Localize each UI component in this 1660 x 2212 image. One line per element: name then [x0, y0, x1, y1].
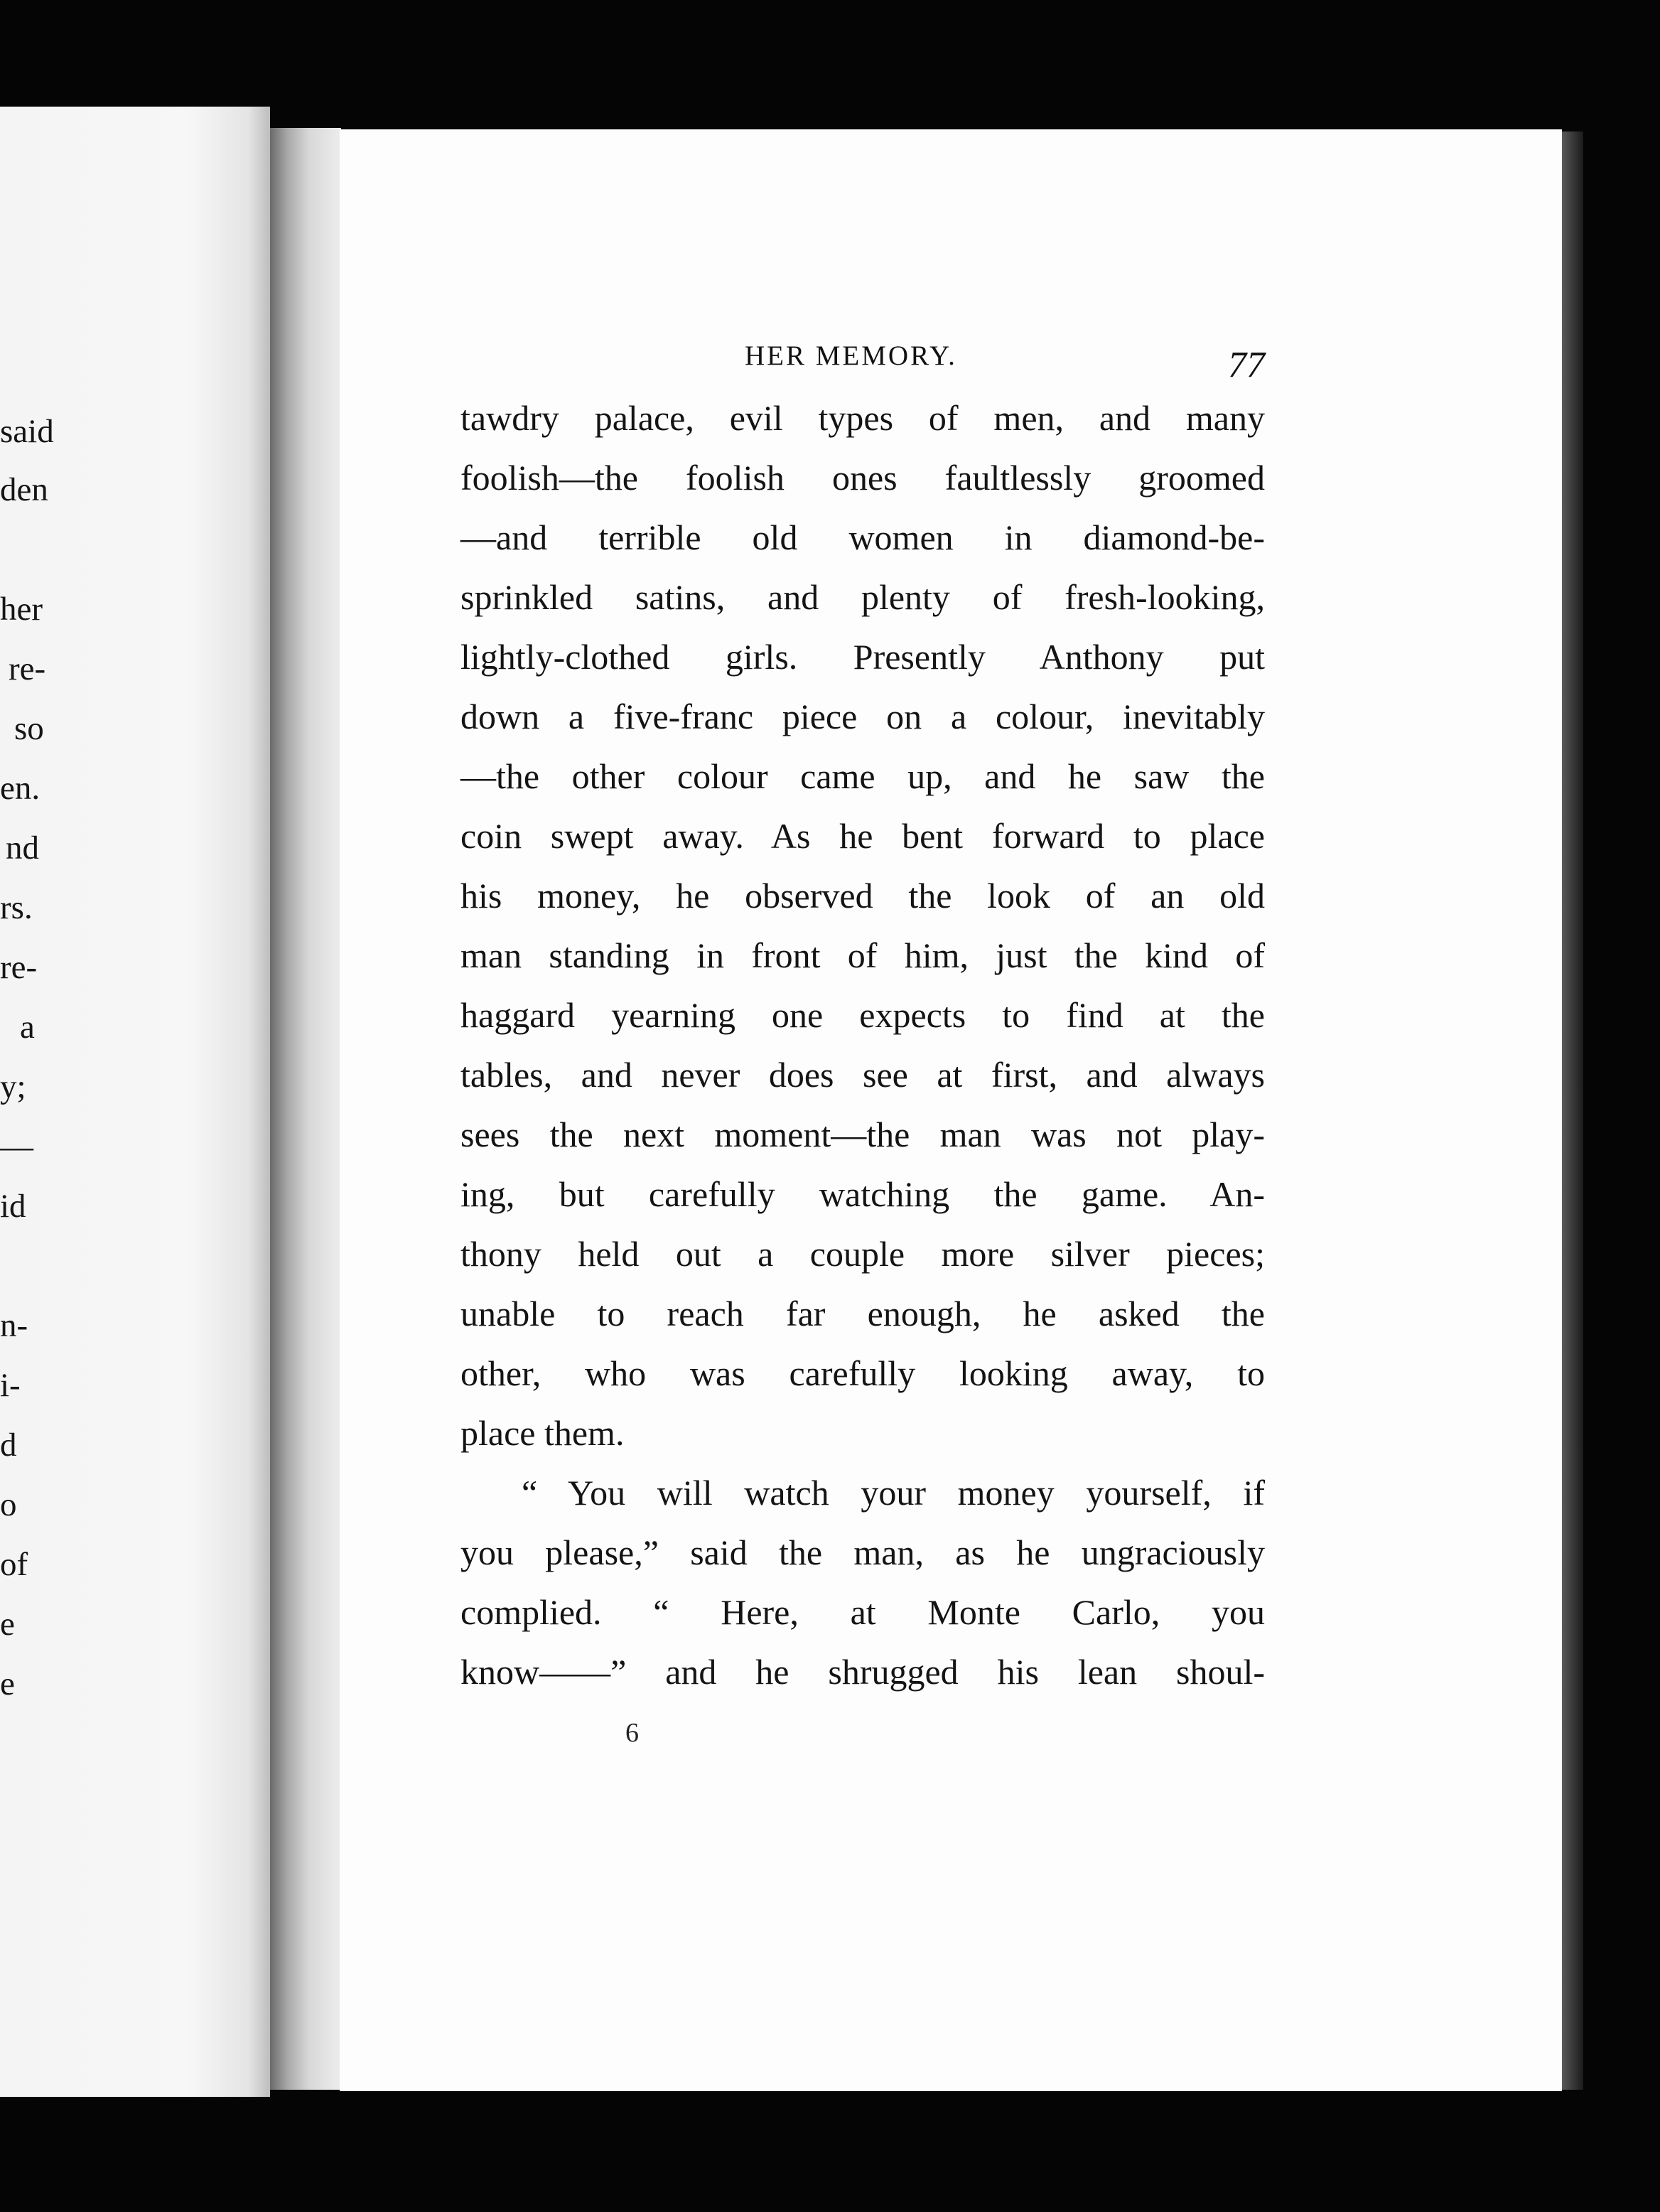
left-page-fragment: nd	[6, 830, 39, 866]
left-page-fragment: o	[0, 1486, 17, 1523]
left-page-fragment: a	[20, 1009, 35, 1046]
book-gutter-shadow	[270, 128, 341, 2090]
text-line: down a five-franc piece on a colour, inevitably	[460, 697, 1265, 736]
text-line: sprinkled satins, and plenty of fresh-looking,	[460, 577, 1265, 617]
page-text-block	[460, 333, 1265, 1702]
text-line: “ You will watch your money yourself, if	[522, 1473, 1265, 1513]
left-page-fragment: her	[0, 591, 43, 628]
left-page-fragment: e	[0, 1665, 15, 1702]
text-line: foolish—the foolish ones faultlessly groomed	[460, 458, 1265, 498]
left-page-fragment: e	[0, 1606, 15, 1643]
text-line: his money, he observed the look of an old	[460, 876, 1265, 916]
left-page-fragment: said	[0, 413, 54, 450]
left-page-edge	[0, 107, 270, 2097]
text-line: tawdry palace, evil types of men, and many	[460, 398, 1265, 438]
signature-mark: 6	[625, 1718, 639, 1748]
left-page-fragment: re-	[9, 650, 46, 687]
left-page-fragment: i-	[0, 1367, 21, 1404]
text-line: ing, but carefully watching the game. An-	[460, 1174, 1265, 1214]
left-page-fragment: en.	[0, 770, 41, 807]
left-page-fragment: den	[0, 471, 48, 508]
left-page-fragment: rs.	[0, 889, 33, 926]
paragraph	[460, 388, 1265, 1463]
text-line: haggard yearning one expects to find at the	[460, 995, 1265, 1035]
page-edge-shadow	[1562, 131, 1583, 2090]
running-header-title: HER MEMORY.	[745, 340, 957, 371]
left-page-fragment: so	[14, 710, 44, 747]
text-line: complied. “ Here, at Monte Carlo, you	[460, 1592, 1265, 1632]
text-line: coin swept away. As he bent forward to place	[460, 816, 1265, 856]
running-header	[460, 333, 1265, 388]
left-page-fragment: id	[0, 1188, 26, 1225]
text-line: tables, and never does see at first, and always	[460, 1055, 1265, 1095]
text-line: you please,” said the man, as he ungraciously	[460, 1532, 1265, 1572]
left-page-fragment: n-	[0, 1307, 28, 1344]
text-line: place them.	[460, 1413, 625, 1453]
left-page-fragment: of	[0, 1546, 28, 1583]
text-line: man standing in front of him, just the kind of	[460, 935, 1265, 975]
page-number: 77	[1228, 345, 1265, 385]
text-line: sees the next moment—the man was not play-	[460, 1115, 1265, 1154]
left-page-fragment: y;	[0, 1068, 26, 1105]
left-page-fragment: re-	[0, 949, 38, 986]
text-line: unable to reach far enough, he asked the	[460, 1294, 1265, 1333]
text-line: —and terrible old women in diamond-be-	[460, 517, 1265, 557]
left-page-fragment: d	[0, 1427, 17, 1464]
text-line: —the other colour came up, and he saw the	[460, 756, 1265, 796]
text-line: other, who was carefully looking away, to	[460, 1353, 1265, 1393]
text-line: know——” and he shrugged his lean shoul-	[460, 1652, 1265, 1692]
left-page-fragment: —	[0, 1128, 33, 1165]
paragraph	[460, 1463, 1265, 1702]
text-line: thony held out a couple more silver pieces;	[460, 1234, 1265, 1274]
text-line: lightly-clothed girls. Presently Anthony put	[460, 637, 1265, 677]
